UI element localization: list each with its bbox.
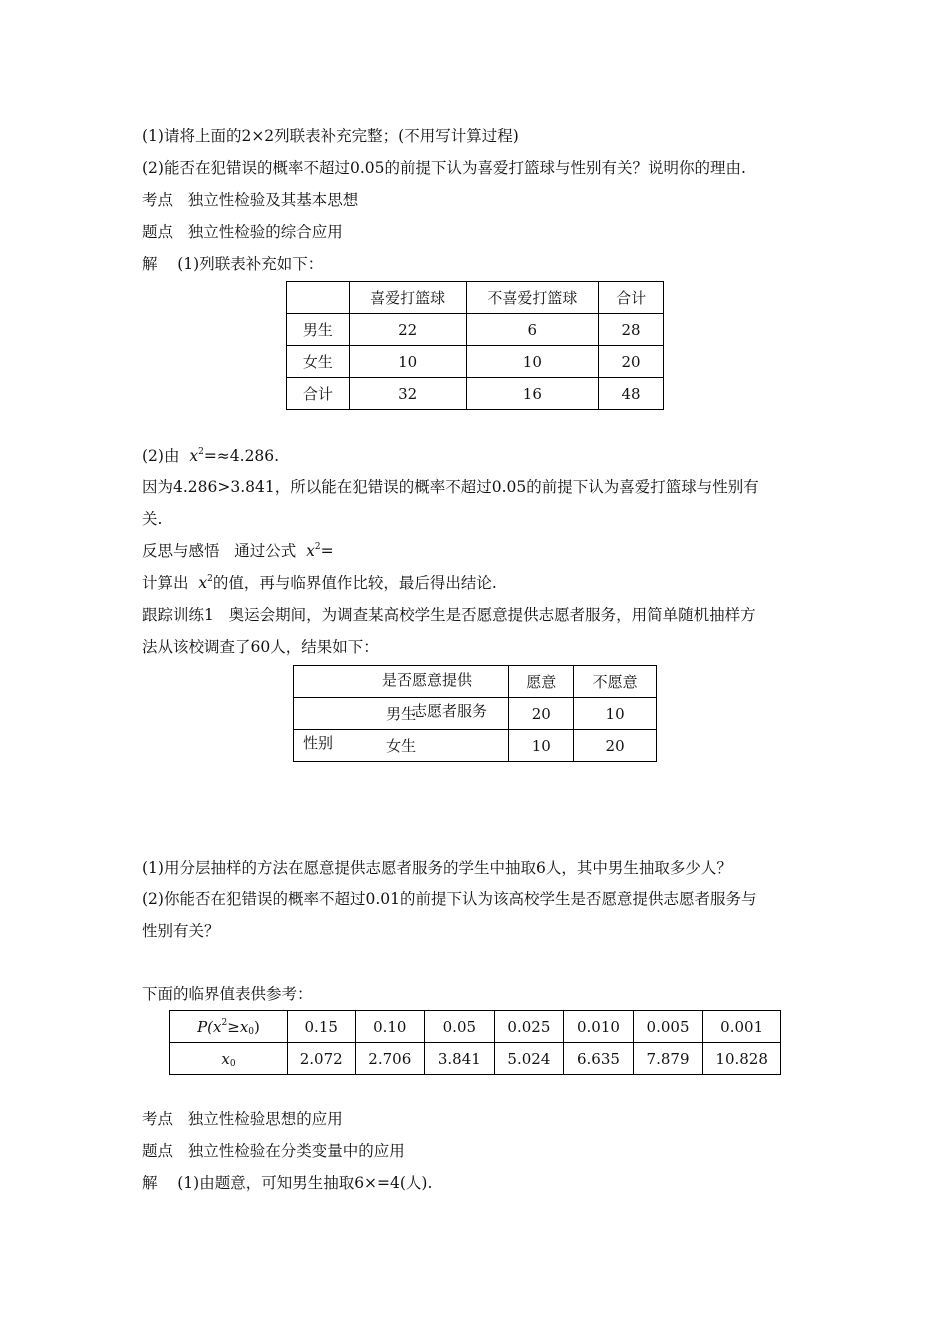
reflection-eq: =: [320, 542, 334, 560]
table-cell: 10: [509, 730, 574, 762]
solution-1-text: (1)列联表补充如下：: [177, 255, 324, 273]
table-cell: 男生: [294, 698, 509, 730]
table-cell: 28: [599, 314, 664, 346]
because-line-2: 关.: [142, 510, 163, 528]
table-cell: 2.706: [355, 1043, 425, 1075]
table-cell: 10: [466, 346, 599, 378]
table-cell: 6: [466, 314, 599, 346]
answer-2: (2)由 $x^2=\approx 4.286$.: [142, 447, 280, 465]
table-cell: 10.828: [703, 1043, 781, 1075]
reflection-label: 反思与感悟: [142, 542, 220, 560]
table-cell: 6.635: [564, 1043, 634, 1075]
calc-var: x: [198, 574, 208, 592]
contingency-table-1: [286, 281, 664, 410]
training-text-1: 奥运会期间，为调查某高校学生是否愿意提供志愿者服务，用简单随机抽样方: [228, 606, 756, 624]
training-line-2: 法从该校调查了60人，结果如下：: [142, 638, 379, 656]
table-cell: 合计: [287, 378, 350, 410]
table-cell: 喜爱打篮球: [349, 282, 466, 314]
kaodian-1: [142, 190, 358, 210]
answer-2-var: x: [189, 447, 199, 465]
critical-value-table: [169, 1010, 781, 1075]
answer-2-post: =≈4.286.: [203, 447, 280, 465]
tidian-1-label: 题点: [142, 223, 174, 241]
table-row: [287, 346, 664, 378]
kaodian-1-label: 考点: [142, 191, 174, 209]
table-cell: 2.072: [287, 1043, 355, 1075]
solution-1-label: 解: [142, 255, 158, 273]
table-cell: 0.010: [564, 1011, 634, 1043]
table-cell: 愿意: [509, 666, 574, 698]
reflection-var: x: [306, 542, 315, 560]
reflection: 反思与感悟 通过公式 $x^2=$: [142, 542, 334, 560]
question-1: (1)请将上面的2×2列联表补充完整；(不用写计算过程): [142, 127, 519, 145]
table-cell: 不愿意: [574, 666, 657, 698]
table-cell: [287, 282, 350, 314]
tidian-2-text: 独立性检验在分类变量中的应用: [187, 1142, 405, 1160]
answer-2-pre: (2)由: [142, 447, 180, 465]
table-cell: 16: [466, 378, 599, 410]
table-cell: 20: [599, 346, 664, 378]
table-cell: 5.024: [494, 1043, 564, 1075]
kaodian-2-text: 独立性检验思想的应用: [187, 1110, 343, 1128]
table-cell: 0.001: [703, 1011, 781, 1043]
kaodian-2-label: 考点: [142, 1110, 174, 1128]
table-cell: 3.841: [425, 1043, 495, 1075]
table-cell: 女生: [287, 346, 350, 378]
table-row: [170, 1011, 781, 1043]
tidian-1: [142, 222, 343, 242]
calc-post: 的值，再与临界值作比较，最后得出结论.: [212, 574, 497, 592]
training-line-1: [142, 605, 756, 625]
survey-table: [293, 665, 657, 762]
table-cell: 男生: [287, 314, 350, 346]
tidian-1-text: 独立性检验的综合应用: [187, 223, 343, 241]
training-question-2-line-2: 性别有关？: [142, 922, 220, 940]
table-cell: 22: [349, 314, 466, 346]
solution-2-text: (1)由题意，可知男生抽取6×=4(人).: [177, 1174, 433, 1192]
table-cell: 0.05: [425, 1011, 495, 1043]
table-row-label: $x_0$: [170, 1043, 288, 1075]
calc-line: 计算出 $x^2$的值，再与临界值作比较，最后得出结论.: [142, 574, 497, 592]
table-cell: 7.879: [633, 1043, 703, 1075]
solution-2-label: 解: [142, 1174, 158, 1192]
calc-pre: 计算出: [142, 574, 189, 592]
kaodian-1-text: 独立性检验及其基本思想: [187, 191, 359, 209]
table-cell: 女生: [294, 730, 509, 762]
table-row: [287, 282, 664, 314]
corner-bottom-text: 性别: [303, 734, 334, 752]
table-cell: 48: [599, 378, 664, 410]
reflection-text: 通过公式: [234, 542, 297, 560]
kaodian-2: [142, 1109, 343, 1129]
table-row: [170, 1043, 781, 1075]
tidian-2-label: 题点: [142, 1142, 174, 1160]
table-row: [287, 314, 664, 346]
table-cell: 20: [574, 730, 657, 762]
table-row: [287, 378, 664, 410]
solution-1: [142, 254, 323, 274]
because-line-1: 因为4.286>3.841，所以能在犯错误的概率不超过0.05的前提下认为喜爱打篮球与性别有: [142, 478, 759, 496]
corner-mid-text: 志愿者服务: [412, 702, 488, 720]
training-label: 跟踪训练1: [142, 606, 214, 624]
table-cell: 32: [349, 378, 466, 410]
table-cell: 0.005: [633, 1011, 703, 1043]
table-cell: 10: [574, 698, 657, 730]
table-cell: 0.15: [287, 1011, 355, 1043]
training-question-2-line-1: (2)你能否在犯错误的概率不超过0.01的前提下认为该高校学生是否愿意提供志愿者服务与: [142, 890, 757, 908]
table-cell: 合计: [599, 282, 664, 314]
solution-2: [142, 1173, 432, 1193]
table-row: [294, 730, 657, 762]
table-cell: 不喜爱打篮球: [466, 282, 599, 314]
table-row-label: $P(x^2\ge x_0)$: [170, 1011, 288, 1043]
table-cell: 0.025: [494, 1011, 564, 1043]
table-cell: 20: [509, 698, 574, 730]
training-question-1: (1)用分层抽样的方法在愿意提供志愿者服务的学生中抽取6人，其中男生抽取多少人？: [142, 859, 732, 877]
table-cell: 0.10: [355, 1011, 425, 1043]
tidian-2: [142, 1141, 405, 1161]
table-row: [294, 666, 657, 698]
question-2: (2)能否在犯错误的概率不超过0.05的前提下认为喜爱打篮球与性别有关？说明你的理由.: [142, 159, 746, 177]
corner-top-text: 是否愿意提供: [382, 671, 473, 689]
reference-intro: 下面的临界值表供参考：: [142, 985, 313, 1003]
table-cell: 10: [349, 346, 466, 378]
